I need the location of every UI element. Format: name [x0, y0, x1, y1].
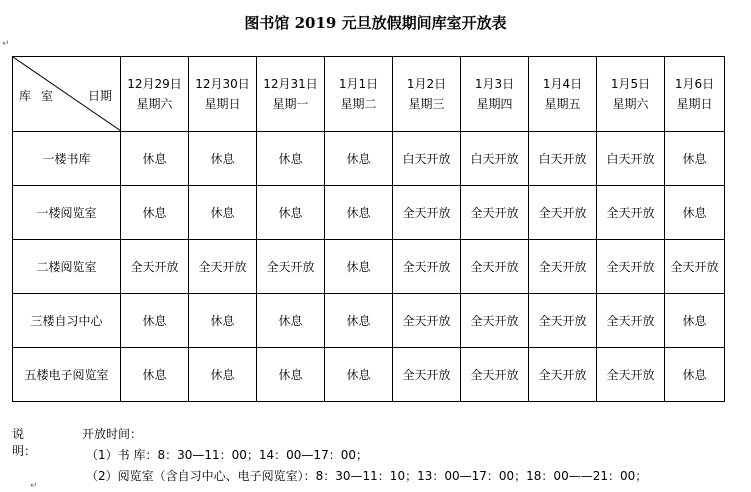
corner-date-label: 日期: [87, 89, 112, 103]
room-name-cell: 一楼阅览室: [13, 186, 121, 240]
status-cell: 休息: [257, 348, 325, 402]
date-label: 1月4日: [542, 77, 583, 91]
status-cell: 休息: [257, 132, 325, 186]
status-cell: 全天开放: [461, 240, 529, 294]
date-label: 12月29日: [127, 77, 182, 91]
status-cell: 白天开放: [529, 132, 597, 186]
status-cell: 休息: [665, 132, 725, 186]
status-cell: 白天开放: [393, 132, 461, 186]
status-cell: 休息: [189, 186, 257, 240]
table-row: [13, 186, 725, 240]
room-name-cell: 二楼阅览室: [13, 240, 121, 294]
date-label: 1月2日: [406, 77, 447, 91]
status-cell: 全天开放: [597, 240, 665, 294]
date-header-cell: [257, 57, 325, 132]
status-cell: 休息: [665, 294, 725, 348]
status-cell: 休息: [189, 132, 257, 186]
date-header-cell: [189, 57, 257, 132]
weekday-label: 星期日: [676, 97, 713, 111]
status-cell: 休息: [189, 294, 257, 348]
weekday-label: 星期六: [136, 97, 173, 111]
status-cell: 全天开放: [665, 240, 725, 294]
note-item: （1）书 库：8：30—11：00；14：00—17：00；: [86, 448, 368, 462]
paragraph-mark: ↵: [30, 481, 38, 491]
status-cell: 休息: [325, 348, 393, 402]
status-cell: 全天开放: [393, 294, 461, 348]
date-label: 1月1日: [338, 77, 379, 91]
status-cell: 休息: [121, 186, 189, 240]
status-cell: 休息: [257, 186, 325, 240]
date-label: 12月31日: [263, 77, 318, 91]
date-label: 12月30日: [195, 77, 250, 91]
table-row: [13, 348, 725, 402]
status-cell: 全天开放: [529, 294, 597, 348]
date-header-cell: [393, 57, 461, 132]
status-cell: 白天开放: [461, 132, 529, 186]
room-name-cell: 三楼自习中心: [13, 294, 121, 348]
status-cell: 全天开放: [393, 240, 461, 294]
status-cell: 休息: [325, 294, 393, 348]
status-cell: 白天开放: [597, 132, 665, 186]
date-header-cell: [461, 57, 529, 132]
status-cell: 全天开放: [597, 348, 665, 402]
weekday-label: 星期日: [204, 97, 241, 111]
corner-room-label: 库 室: [19, 89, 56, 103]
room-name-cell: 一楼书库: [13, 132, 121, 186]
status-cell: 全天开放: [393, 186, 461, 240]
table-row: [13, 132, 725, 186]
status-cell: 全天开放: [529, 240, 597, 294]
date-label: 1月3日: [474, 77, 515, 91]
paragraph-mark: ↵: [2, 39, 10, 49]
status-cell: 休息: [325, 186, 393, 240]
status-cell: 全天开放: [529, 348, 597, 402]
weekday-label: 星期一: [272, 97, 309, 111]
note-item: （2）阅览室（含自习中心、电子阅览室）：8：30—11：10；13：00—17：00；18：00——21：00；: [86, 469, 648, 483]
status-cell: 全天开放: [597, 294, 665, 348]
page-title: 图书馆 2019 元旦放假期间库室开放表: [244, 14, 507, 32]
table-row: [13, 294, 725, 348]
status-cell: 休息: [325, 132, 393, 186]
notes-label: 说明：: [12, 427, 37, 458]
hours-title: 开放时间：: [82, 427, 143, 441]
status-cell: 休息: [189, 348, 257, 402]
status-cell: 全天开放: [393, 348, 461, 402]
room-name-cell: 五楼电子阅览室: [13, 348, 121, 402]
status-cell: 休息: [121, 132, 189, 186]
status-cell: 全天开放: [461, 294, 529, 348]
date-header-cell: [121, 57, 189, 132]
table-header-row: [13, 57, 725, 132]
status-cell: 全天开放: [189, 240, 257, 294]
corner-cell: [13, 57, 121, 132]
status-cell: 全天开放: [121, 240, 189, 294]
weekday-label: 星期四: [476, 97, 513, 111]
status-cell: 休息: [665, 348, 725, 402]
table-row: [13, 240, 725, 294]
date-header-cell: [665, 57, 725, 132]
weekday-label: 星期六: [612, 97, 649, 111]
date-label: 1月5日: [610, 77, 651, 91]
date-header-cell: [597, 57, 665, 132]
status-cell: 休息: [257, 294, 325, 348]
date-header-cell: [529, 57, 597, 132]
weekday-label: 星期三: [408, 97, 445, 111]
date-label: 1月6日: [674, 77, 715, 91]
date-header-cell: [325, 57, 393, 132]
status-cell: 全天开放: [257, 240, 325, 294]
status-cell: 休息: [325, 240, 393, 294]
status-cell: 全天开放: [461, 348, 529, 402]
status-cell: 休息: [665, 186, 725, 240]
weekday-label: 星期二: [340, 97, 377, 111]
schedule-table: [12, 56, 725, 402]
status-cell: 休息: [121, 348, 189, 402]
status-cell: 全天开放: [529, 186, 597, 240]
weekday-label: 星期五: [544, 97, 581, 111]
status-cell: 全天开放: [597, 186, 665, 240]
status-cell: 全天开放: [461, 186, 529, 240]
status-cell: 休息: [121, 294, 189, 348]
